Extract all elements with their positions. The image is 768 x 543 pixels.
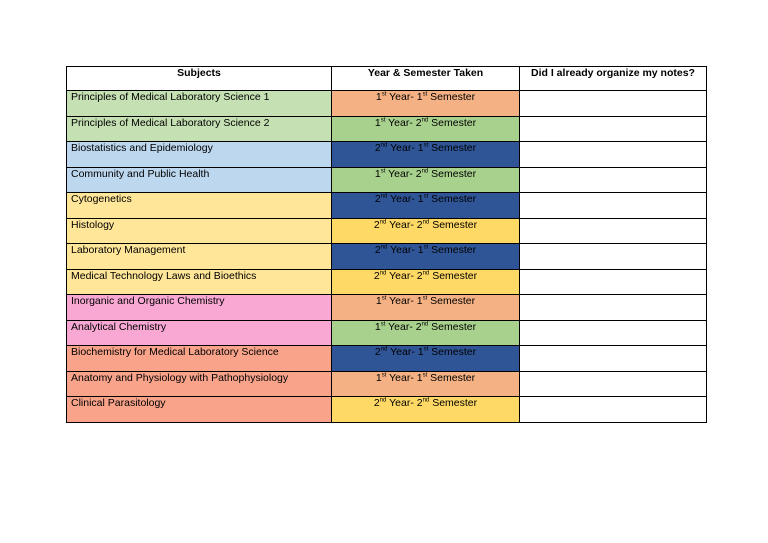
year-number: 1 bbox=[375, 295, 382, 307]
year-ordinal: nd bbox=[379, 397, 387, 404]
semester-ordinal: nd bbox=[421, 321, 429, 327]
year-label: Year- bbox=[386, 269, 417, 282]
notes-status-cell[interactable] bbox=[520, 320, 707, 346]
notes-status-cell[interactable] bbox=[520, 295, 707, 321]
header-notes-status: Did I already organize my notes? bbox=[520, 67, 707, 91]
subject-cell: Analytical Chemistry bbox=[67, 320, 332, 346]
subject-cell: Clinical Parasitology bbox=[67, 397, 332, 423]
year-label: Year- bbox=[387, 346, 418, 358]
notes-status-cell[interactable] bbox=[520, 397, 707, 423]
year-label: Year- bbox=[386, 91, 417, 103]
table-row bbox=[67, 91, 707, 117]
year-number: 2 bbox=[374, 244, 381, 256]
notes-status-cell[interactable] bbox=[520, 244, 707, 270]
year-label: Year- bbox=[385, 320, 416, 333]
semester-ordinal: st bbox=[423, 346, 429, 353]
header-year-semester: Year & Semester Taken bbox=[332, 67, 520, 91]
semester-label: Semester bbox=[427, 371, 476, 384]
year-ordinal: nd bbox=[379, 219, 387, 225]
year-number: 2 bbox=[374, 142, 381, 154]
notes-status-cell[interactable] bbox=[520, 91, 707, 117]
semester-label: Semester bbox=[427, 295, 476, 307]
notes-status-cell[interactable] bbox=[520, 116, 707, 142]
semester-label: Semester bbox=[428, 320, 477, 333]
semester-label: Semester bbox=[428, 142, 477, 154]
subject-cell: Anatomy and Physiology with Pathophysiology bbox=[67, 371, 332, 397]
year-ordinal: nd bbox=[380, 142, 388, 149]
table-row bbox=[67, 320, 707, 346]
year-label: Year- bbox=[387, 244, 418, 256]
semester-ordinal: nd bbox=[422, 270, 430, 276]
table-row bbox=[67, 218, 707, 244]
semester-number: 1 bbox=[416, 295, 423, 307]
subject-cell: Cytogenetics bbox=[67, 193, 332, 219]
semester-number: 1 bbox=[417, 142, 424, 154]
table-row bbox=[67, 371, 707, 397]
year-semester-cell bbox=[332, 167, 520, 193]
year-label: Year- bbox=[386, 397, 417, 409]
semester-label: Semester bbox=[428, 193, 477, 205]
year-label: Year- bbox=[385, 167, 416, 180]
notes-status-cell[interactable] bbox=[520, 142, 707, 168]
subject-cell: Principles of Medical Laboratory Science 2 bbox=[67, 116, 332, 142]
semester-number: 1 bbox=[417, 346, 424, 358]
semester-label: Semester bbox=[428, 346, 477, 358]
year-semester-cell bbox=[332, 320, 520, 346]
year-semester-cell bbox=[332, 193, 520, 219]
year-semester-cell bbox=[332, 346, 520, 372]
year-semester-cell bbox=[332, 295, 520, 321]
semester-label: Semester bbox=[429, 269, 478, 282]
subject-cell: Histology bbox=[67, 218, 332, 244]
year-label: Year- bbox=[386, 295, 417, 307]
year-semester-cell bbox=[332, 269, 520, 295]
year-label: Year- bbox=[386, 218, 417, 231]
semester-ordinal: nd bbox=[422, 397, 430, 404]
subject-cell: Medical Technology Laws and Bioethics bbox=[67, 269, 332, 295]
table-row bbox=[67, 295, 707, 321]
year-label: Year- bbox=[387, 193, 418, 205]
year-ordinal: st bbox=[381, 372, 387, 378]
subject-cell: Laboratory Management bbox=[67, 244, 332, 270]
subject-cell: Biochemistry for Medical Laboratory Science bbox=[67, 346, 332, 372]
semester-number: 1 bbox=[416, 91, 423, 103]
year-semester-cell bbox=[332, 91, 520, 117]
semester-ordinal: st bbox=[422, 295, 428, 302]
table-row bbox=[67, 244, 707, 270]
table-row bbox=[67, 167, 707, 193]
notes-status-cell[interactable] bbox=[520, 346, 707, 372]
table-row bbox=[67, 346, 707, 372]
subject-cell: Principles of Medical Laboratory Science 1 bbox=[67, 91, 332, 117]
semester-ordinal: st bbox=[423, 244, 429, 251]
year-ordinal: nd bbox=[380, 193, 388, 200]
table-row bbox=[67, 116, 707, 142]
semester-ordinal: nd bbox=[422, 219, 430, 225]
year-number: 1 bbox=[374, 320, 381, 333]
notes-status-cell[interactable] bbox=[520, 193, 707, 219]
year-number: 2 bbox=[374, 346, 381, 358]
subjects-table bbox=[66, 66, 707, 423]
semester-ordinal: nd bbox=[421, 168, 429, 174]
year-semester-cell bbox=[332, 142, 520, 168]
year-ordinal: st bbox=[380, 321, 386, 327]
subject-cell: Inorganic and Organic Chemistry bbox=[67, 295, 332, 321]
year-semester-cell bbox=[332, 244, 520, 270]
year-semester-cell bbox=[332, 218, 520, 244]
semester-number: 1 bbox=[417, 193, 424, 205]
year-semester-cell bbox=[332, 116, 520, 142]
year-semester-cell bbox=[332, 397, 520, 423]
table-row bbox=[67, 269, 707, 295]
year-ordinal: st bbox=[381, 295, 387, 302]
header-subjects: Subjects bbox=[67, 67, 332, 91]
notes-status-cell[interactable] bbox=[520, 167, 707, 193]
semester-label: Semester bbox=[428, 116, 477, 129]
semester-label: Semester bbox=[429, 397, 478, 409]
semester-number: 2 bbox=[415, 167, 422, 180]
year-ordinal: st bbox=[380, 117, 386, 123]
semester-label: Semester bbox=[428, 244, 477, 256]
semester-ordinal: st bbox=[422, 372, 428, 378]
semester-ordinal: st bbox=[423, 142, 429, 149]
year-ordinal: nd bbox=[379, 270, 387, 276]
semester-number: 2 bbox=[416, 397, 423, 409]
semester-ordinal: st bbox=[423, 193, 429, 200]
semester-number: 2 bbox=[416, 218, 423, 231]
year-ordinal: st bbox=[381, 91, 387, 98]
semester-number: 2 bbox=[415, 116, 422, 129]
year-number: 2 bbox=[373, 397, 380, 409]
semester-label: Semester bbox=[427, 91, 476, 103]
header-row bbox=[67, 67, 707, 91]
year-semester-cell bbox=[332, 371, 520, 397]
semester-ordinal: st bbox=[422, 91, 428, 98]
year-number: 1 bbox=[375, 371, 382, 384]
subject-cell: Community and Public Health bbox=[67, 167, 332, 193]
year-ordinal: st bbox=[380, 168, 386, 174]
year-label: Year- bbox=[387, 142, 418, 154]
year-label: Year- bbox=[386, 371, 417, 384]
semester-label: Semester bbox=[429, 218, 478, 231]
year-number: 2 bbox=[373, 269, 380, 282]
year-ordinal: nd bbox=[380, 244, 388, 251]
notes-status-cell[interactable] bbox=[520, 269, 707, 295]
semester-label: Semester bbox=[428, 167, 477, 180]
table-row bbox=[67, 397, 707, 423]
table-row bbox=[67, 142, 707, 168]
year-number: 1 bbox=[374, 116, 381, 129]
table-row bbox=[67, 193, 707, 219]
year-number: 1 bbox=[375, 91, 382, 103]
semester-number: 1 bbox=[417, 244, 424, 256]
year-label: Year- bbox=[385, 116, 416, 129]
semester-number: 2 bbox=[416, 269, 423, 282]
year-ordinal: nd bbox=[380, 346, 388, 353]
notes-status-cell[interactable] bbox=[520, 218, 707, 244]
notes-status-cell[interactable] bbox=[520, 371, 707, 397]
semester-number: 1 bbox=[416, 371, 423, 384]
year-number: 2 bbox=[374, 193, 381, 205]
semester-number: 2 bbox=[415, 320, 422, 333]
year-number: 2 bbox=[373, 218, 380, 231]
year-number: 1 bbox=[374, 167, 381, 180]
semester-ordinal: nd bbox=[421, 117, 429, 123]
subject-cell: Biostatistics and Epidemiology bbox=[67, 142, 332, 168]
